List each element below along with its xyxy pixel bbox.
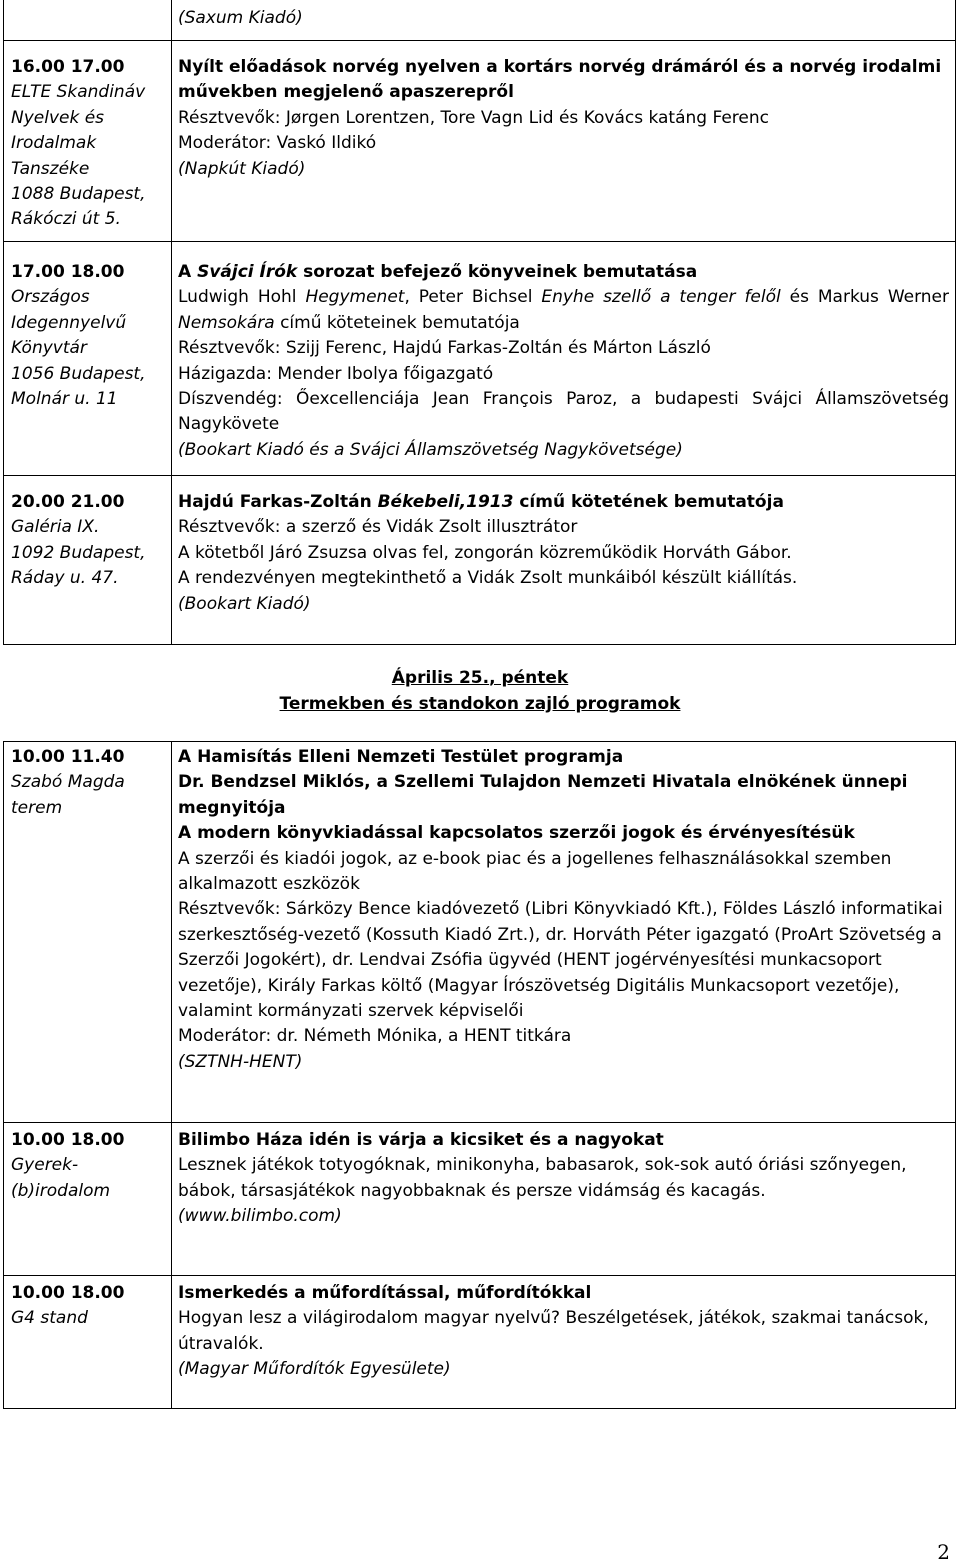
time-location-cell <box>4 742 172 1123</box>
carryover-time-cell <box>4 0 172 41</box>
event-location-line: Ráday u. 47. <box>11 568 119 589</box>
event-location-line: Molnár u. 11 <box>11 389 118 410</box>
table-row <box>4 742 956 1123</box>
event-location-line: Rákóczi út 5. <box>11 209 121 230</box>
event-title: Nyílt előadások norvég nyelven a kortárs norvég drámáról és a norvég irodalmi művekben megjelenő apaszerepről <box>178 57 942 103</box>
table-row <box>4 476 956 645</box>
day-heading <box>0 666 960 691</box>
day-weekday: , péntek <box>489 668 569 688</box>
carryover-publisher: (Saxum Kiadó) <box>178 8 303 28</box>
event-publisher: (www.bilimbo.com) <box>178 1206 342 1227</box>
event-time: 17.00 18.00 <box>11 262 125 282</box>
time-location-cell <box>4 476 172 645</box>
event-title: A Hamisítás Elleni Nemzeti Testület programja <box>178 747 624 767</box>
event-content-cell <box>172 1123 956 1276</box>
event-location-line: Tanszéke <box>11 158 90 179</box>
event-location-line: (b)irodalom <box>11 1180 111 1201</box>
page-number: 2 <box>937 1540 950 1564</box>
event-title: Hajdú Farkas-Zoltán Békebeli,1913 című kötetének bemutatója <box>178 492 784 512</box>
table-row <box>4 1276 956 1409</box>
event-time: 10.00 11.40 <box>11 747 125 767</box>
table-row <box>4 1123 956 1276</box>
table-row <box>4 41 956 242</box>
event-location-line: Gyerek- <box>11 1155 79 1176</box>
event-publisher: (Magyar Műfordítók Egyesülete) <box>178 1359 451 1380</box>
event-guest: Díszvendég: Őexcellenciája Jean François Paroz, a budapesti Svájci Államszövetség Nagykövete <box>178 389 949 435</box>
event-location-line: Idegennyelvű <box>11 312 127 333</box>
event-publisher: (SZTNH-HENT) <box>178 1051 303 1072</box>
event-location-line: G4 stand <box>11 1308 88 1329</box>
event-title: Ismerkedés a műfordítással, műfordítókkal <box>178 1283 592 1303</box>
event-location-line: terem <box>11 797 63 818</box>
carryover-row <box>4 0 956 41</box>
event-content-cell <box>172 242 956 476</box>
event-content-cell <box>172 742 956 1123</box>
event-time: 20.00 21.00 <box>11 492 125 512</box>
event-participants: Résztvevők: Sárközy Bence kiadóvezető (Libri Könyvkiadó Kft.), Földes László informatikai szerkesztőség-vezető (Kossuth Kiadó Zrt.), dr. Horváth Péter igazgató (ProArt Szövetség a Szerzői Jogokért), dr. Lendvai Zsófia ügyvéd (HENT jogérvényesítési munkacsoport vezetője), Király Farkas költő (Magyar Írószövetség Digitális Munkacsoport vezetője), valamint kormányzati szervek képviselői <box>178 899 943 1022</box>
event-title: A Svájci Írók sorozat befejező könyveinek bemutatása <box>178 262 698 282</box>
event-location-line: 1088 Budapest, <box>11 184 146 205</box>
event-publisher: (Bookart Kiadó) <box>178 593 311 614</box>
event-location-line: Galéria IX. <box>11 517 100 538</box>
time-location-cell <box>4 1123 172 1276</box>
event-location-line: Irodalmak <box>11 133 97 154</box>
event-host: Házigazda: Mender Ibolya főigazgató <box>178 363 494 384</box>
event-description: A szerzői és kiadói jogok, az e-book piac és a jogellenes felhasználásokkal szemben alkalmazott eszközök <box>178 848 892 895</box>
event-description: A kötetből Járó Zsuzsa olvas fel, zongorán közreműködik Horváth Gábor. <box>178 542 792 563</box>
event-location-line: Könyvtár <box>11 338 87 359</box>
event-description: Lesznek játékok totyogóknak, minikonyha, babasarok, sok-sok autó óriási szőnyegen, bábok, társasjátékok nagyobbaknak és persze vidámság és kacagás. <box>178 1155 907 1201</box>
event-title: Bilimbo Háza idén is várja a kicsiket és a nagyokat <box>178 1130 664 1150</box>
event-subtitle: A modern könyvkiadással kapcsolatos szerzői jogok és érvényesítésük <box>178 823 855 844</box>
event-description: A rendezvényen megtekinthető a Vidák Zsolt munkáiból készült kiállítás. <box>178 568 798 589</box>
event-content-cell <box>172 1276 956 1409</box>
day-subtitle: Termekben és standokon zajló programok <box>279 694 681 714</box>
event-location-line: ELTE Skandináv <box>11 82 146 103</box>
event-publisher: (Napkút Kiadó) <box>178 158 306 179</box>
event-content-cell <box>172 41 956 242</box>
event-time: 10.00 18.00 <box>11 1283 125 1303</box>
event-moderator: Moderátor: dr. Németh Mónika, a HENT titkára <box>178 1026 572 1047</box>
event-description: Hogyan lesz a világirodalom magyar nyelvű? Beszélgetések, játékok, szakmai tanácsok, útravalók. <box>178 1308 929 1354</box>
event-participants: Résztvevők: Jørgen Lorentzen, Tore Vagn Lid és Kovács katáng Ferenc <box>178 107 769 128</box>
event-location-line: 1092 Budapest, <box>11 542 146 563</box>
event-location-line: 1056 Budapest, <box>11 363 146 384</box>
table-row <box>4 242 956 476</box>
time-location-cell <box>4 1276 172 1409</box>
event-subtitle: Dr. Bendzsel Miklós, a Szellemi Tulajdon Nemzeti Hivatala elnökének ünnepi megnyitója <box>178 772 908 818</box>
event-participants: Résztvevők: a szerző és Vidák Zsolt illusztrátor <box>178 517 578 538</box>
day-date: Április 25. <box>391 668 490 688</box>
event-participants: Résztvevők: Szijj Ferenc, Hajdú Farkas-Zoltán és Márton László <box>178 338 711 359</box>
schedule-table-1 <box>3 0 956 645</box>
carryover-content-cell <box>172 0 956 41</box>
event-description: Ludwigh Hohl Hegymenet, Peter Bichsel Enyhe szellő a tenger felől és Markus Werner Nemsokára című köteteinek bemutatója <box>178 287 950 333</box>
event-time: 16.00 17.00 <box>11 57 125 77</box>
time-location-cell <box>4 242 172 476</box>
event-location-line: Szabó Magda <box>11 772 125 793</box>
time-location-cell <box>4 41 172 242</box>
event-location-line: Országos <box>11 287 90 308</box>
event-content-cell <box>172 476 956 645</box>
event-time: 10.00 18.00 <box>11 1130 125 1150</box>
event-location-line: Nyelvek és <box>11 107 105 128</box>
schedule-table-2 <box>3 741 956 1409</box>
event-publisher: (Bookart Kiadó és a Svájci Államszövetség Nagykövetsége) <box>178 439 683 460</box>
event-moderator: Moderátor: Vaskó Ildikó <box>178 133 377 154</box>
